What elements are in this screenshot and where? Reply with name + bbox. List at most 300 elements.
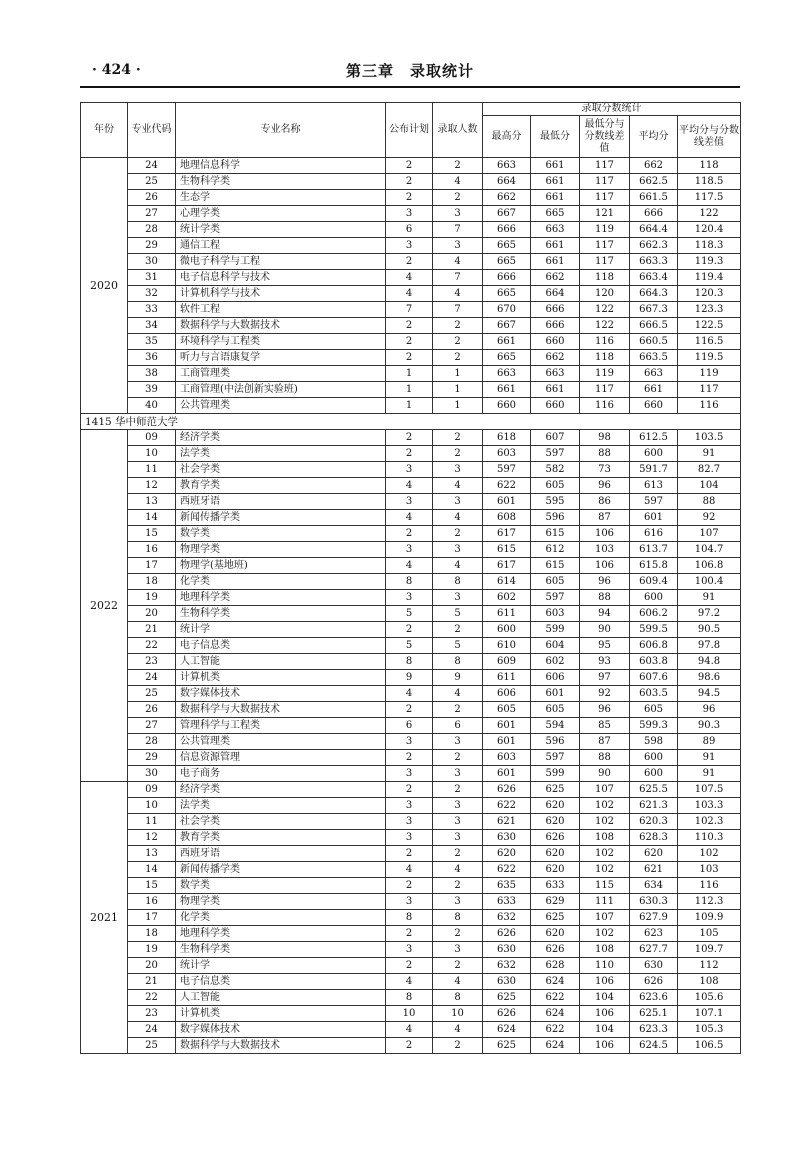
avg-diff-cell: 119.3	[678, 254, 741, 270]
max-cell: 611	[483, 670, 531, 686]
major-cell: 数据科学与大数据技术	[176, 702, 386, 718]
min-cell: 624	[531, 1006, 580, 1022]
avg-diff-cell: 91	[678, 590, 741, 606]
min-diff-cell: 87	[580, 510, 630, 526]
admitted-cell: 2	[433, 878, 483, 894]
plan-cell: 4	[386, 862, 433, 878]
code-cell: 09	[128, 782, 176, 798]
col-header-min-diff: 最低分与分数线差值	[580, 116, 630, 158]
avg-cell: 597	[630, 494, 678, 510]
avg-cell: 598	[630, 734, 678, 750]
avg-cell: 662	[630, 158, 678, 174]
admission-score-table	[80, 102, 741, 1054]
major-cell: 物理学类	[176, 542, 386, 558]
plan-cell: 8	[386, 990, 433, 1006]
avg-diff-cell: 119.4	[678, 270, 741, 286]
admitted-cell: 3	[433, 798, 483, 814]
avg-diff-cell: 91	[678, 766, 741, 782]
min-cell: 661	[531, 254, 580, 270]
max-cell: 611	[483, 606, 531, 622]
admitted-cell: 7	[433, 270, 483, 286]
max-cell: 670	[483, 302, 531, 318]
admitted-cell: 4	[433, 510, 483, 526]
table-row	[81, 766, 741, 782]
max-cell: 602	[483, 590, 531, 606]
admitted-cell: 5	[433, 638, 483, 654]
max-cell: 601	[483, 766, 531, 782]
plan-cell: 3	[386, 942, 433, 958]
avg-cell: 599.5	[630, 622, 678, 638]
plan-cell: 3	[386, 766, 433, 782]
major-cell: 新闻传播学类	[176, 862, 386, 878]
max-cell: 624	[483, 1022, 531, 1038]
admitted-cell: 1	[433, 382, 483, 398]
avg-cell: 615.8	[630, 558, 678, 574]
plan-cell: 9	[386, 670, 433, 686]
plan-cell: 3	[386, 798, 433, 814]
min-cell: 661	[531, 174, 580, 190]
avg-diff-cell: 120.3	[678, 286, 741, 302]
code-cell: 12	[128, 830, 176, 846]
min-cell: 602	[531, 654, 580, 670]
max-cell: 635	[483, 878, 531, 894]
major-cell: 化学类	[176, 910, 386, 926]
table-row	[81, 782, 741, 798]
avg-diff-cell: 92	[678, 510, 741, 526]
table-row	[81, 910, 741, 926]
min-cell: 607	[531, 430, 580, 446]
col-header-major: 专业名称	[176, 103, 386, 158]
avg-cell: 661.5	[630, 190, 678, 206]
min-diff-cell: 102	[580, 846, 630, 862]
admitted-cell: 2	[433, 926, 483, 942]
major-cell: 新闻传播学类	[176, 510, 386, 526]
min-cell: 620	[531, 814, 580, 830]
major-cell: 电子信息类	[176, 638, 386, 654]
avg-diff-cell: 103.5	[678, 430, 741, 446]
admitted-cell: 2	[433, 334, 483, 350]
min-cell: 665	[531, 206, 580, 222]
table-row	[81, 302, 741, 318]
avg-diff-cell: 97.2	[678, 606, 741, 622]
code-cell: 19	[128, 942, 176, 958]
avg-cell: 616	[630, 526, 678, 542]
table-row	[81, 590, 741, 606]
min-diff-cell: 86	[580, 494, 630, 510]
code-cell: 17	[128, 558, 176, 574]
min-cell: 599	[531, 766, 580, 782]
min-cell: 622	[531, 990, 580, 1006]
admitted-cell: 3	[433, 734, 483, 750]
min-diff-cell: 103	[580, 542, 630, 558]
avg-diff-cell: 108	[678, 974, 741, 990]
major-cell: 物理学类	[176, 894, 386, 910]
major-cell: 电子信息科学与技术	[176, 270, 386, 286]
avg-diff-cell: 103	[678, 862, 741, 878]
avg-cell: 600	[630, 446, 678, 462]
min-diff-cell: 117	[580, 382, 630, 398]
table-row	[81, 718, 741, 734]
max-cell: 630	[483, 942, 531, 958]
min-diff-cell: 106	[580, 1006, 630, 1022]
admitted-cell: 2	[433, 190, 483, 206]
avg-cell: 626	[630, 974, 678, 990]
plan-cell: 3	[386, 542, 433, 558]
col-header-admitted: 录取人数	[433, 103, 483, 158]
chapter-title: 第三章 录取统计	[345, 62, 474, 80]
plan-cell: 3	[386, 830, 433, 846]
min-cell: 629	[531, 894, 580, 910]
min-cell: 605	[531, 478, 580, 494]
avg-diff-cell: 89	[678, 734, 741, 750]
plan-cell: 2	[386, 702, 433, 718]
min-cell: 660	[531, 334, 580, 350]
avg-cell: 620.3	[630, 814, 678, 830]
min-diff-cell: 106	[580, 1038, 630, 1054]
min-diff-cell: 88	[580, 750, 630, 766]
min-cell: 626	[531, 942, 580, 958]
avg-cell: 623.6	[630, 990, 678, 1006]
avg-diff-cell: 96	[678, 702, 741, 718]
major-cell: 计算机科学与技术	[176, 286, 386, 302]
plan-cell: 1	[386, 398, 433, 414]
table-row	[81, 446, 741, 462]
table-row	[81, 942, 741, 958]
avg-cell: 662.3	[630, 238, 678, 254]
avg-cell: 625.1	[630, 1006, 678, 1022]
max-cell: 665	[483, 254, 531, 270]
plan-cell: 1	[386, 366, 433, 382]
min-cell: 601	[531, 686, 580, 702]
table-row	[81, 686, 741, 702]
max-cell: 633	[483, 894, 531, 910]
min-diff-cell: 95	[580, 638, 630, 654]
min-diff-cell: 118	[580, 350, 630, 366]
admitted-cell: 8	[433, 990, 483, 1006]
col-header-year: 年份	[81, 103, 128, 158]
plan-cell: 10	[386, 1006, 433, 1022]
admitted-cell: 10	[433, 1006, 483, 1022]
min-diff-cell: 116	[580, 398, 630, 414]
admitted-cell: 4	[433, 974, 483, 990]
major-cell: 西班牙语	[176, 494, 386, 510]
plan-cell: 4	[386, 558, 433, 574]
table-row	[81, 238, 741, 254]
min-diff-cell: 102	[580, 798, 630, 814]
admitted-cell: 5	[433, 606, 483, 622]
min-diff-cell: 96	[580, 574, 630, 590]
avg-cell: 605	[630, 702, 678, 718]
min-diff-cell: 119	[580, 222, 630, 238]
code-cell: 27	[128, 206, 176, 222]
min-diff-cell: 117	[580, 190, 630, 206]
max-cell: 661	[483, 382, 531, 398]
min-diff-cell: 122	[580, 302, 630, 318]
avg-cell: 634	[630, 878, 678, 894]
min-diff-cell: 98	[580, 430, 630, 446]
min-cell: 662	[531, 350, 580, 366]
col-header-max: 最高分	[483, 116, 531, 158]
year-cell: 2021	[81, 782, 128, 1054]
min-diff-cell: 96	[580, 702, 630, 718]
admitted-cell: 3	[433, 542, 483, 558]
col-header-score-group: 录取分数统计	[483, 103, 741, 116]
avg-cell: 661	[630, 382, 678, 398]
avg-diff-cell: 105.6	[678, 990, 741, 1006]
min-cell: 605	[531, 574, 580, 590]
major-cell: 教育学类	[176, 830, 386, 846]
code-cell: 40	[128, 398, 176, 414]
table-row	[81, 222, 741, 238]
min-cell: 661	[531, 190, 580, 206]
major-cell: 社会学类	[176, 814, 386, 830]
col-header-plan: 公布计划	[386, 103, 433, 158]
admitted-cell: 3	[433, 590, 483, 606]
max-cell: 667	[483, 206, 531, 222]
min-diff-cell: 121	[580, 206, 630, 222]
admitted-cell: 2	[433, 846, 483, 862]
table-row	[81, 606, 741, 622]
table-row	[81, 430, 741, 446]
admitted-cell: 4	[433, 558, 483, 574]
table-row	[81, 350, 741, 366]
min-cell: 615	[531, 558, 580, 574]
min-cell: 622	[531, 1022, 580, 1038]
page-header	[80, 58, 740, 84]
min-cell: 599	[531, 622, 580, 638]
table-row	[81, 1022, 741, 1038]
major-cell: 法学类	[176, 798, 386, 814]
table-row	[81, 670, 741, 686]
table-row	[81, 638, 741, 654]
admitted-cell: 2	[433, 350, 483, 366]
plan-cell: 2	[386, 878, 433, 894]
avg-cell: 620	[630, 846, 678, 862]
table-row	[81, 398, 741, 414]
code-cell: 32	[128, 286, 176, 302]
avg-diff-cell: 88	[678, 494, 741, 510]
avg-cell: 662.5	[630, 174, 678, 190]
admitted-cell: 2	[433, 318, 483, 334]
table-row	[81, 734, 741, 750]
max-cell: 620	[483, 846, 531, 862]
min-cell: 666	[531, 302, 580, 318]
major-cell: 电子信息类	[176, 974, 386, 990]
max-cell: 597	[483, 462, 531, 478]
plan-cell: 2	[386, 446, 433, 462]
avg-diff-cell: 118.5	[678, 174, 741, 190]
avg-diff-cell: 112	[678, 958, 741, 974]
major-cell: 统计学	[176, 622, 386, 638]
table-row	[81, 366, 741, 382]
min-cell: 620	[531, 926, 580, 942]
header-rule	[80, 86, 740, 88]
min-cell: 663	[531, 222, 580, 238]
min-diff-cell: 106	[580, 526, 630, 542]
code-cell: 38	[128, 366, 176, 382]
code-cell: 29	[128, 238, 176, 254]
max-cell: 609	[483, 654, 531, 670]
avg-cell: 613.7	[630, 542, 678, 558]
code-cell: 10	[128, 798, 176, 814]
avg-cell: 666	[630, 206, 678, 222]
max-cell: 626	[483, 782, 531, 798]
admitted-cell: 3	[433, 942, 483, 958]
avg-cell: 664.4	[630, 222, 678, 238]
avg-diff-cell: 109.7	[678, 942, 741, 958]
min-cell: 625	[531, 782, 580, 798]
max-cell: 610	[483, 638, 531, 654]
major-cell: 生物科学类	[176, 606, 386, 622]
avg-diff-cell: 90.5	[678, 622, 741, 638]
plan-cell: 2	[386, 782, 433, 798]
major-cell: 心理学类	[176, 206, 386, 222]
table-row	[81, 478, 741, 494]
table-row	[81, 318, 741, 334]
admitted-cell: 7	[433, 302, 483, 318]
year-cell: 2022	[81, 430, 128, 782]
major-cell: 法学类	[176, 446, 386, 462]
admitted-cell: 2	[433, 158, 483, 174]
code-cell: 16	[128, 542, 176, 558]
code-cell: 25	[128, 686, 176, 702]
min-diff-cell: 97	[580, 670, 630, 686]
min-diff-cell: 120	[580, 286, 630, 302]
university-name: 1415 华中师范大学	[81, 414, 741, 430]
major-cell: 统计学类	[176, 222, 386, 238]
avg-diff-cell: 104.7	[678, 542, 741, 558]
admitted-cell: 9	[433, 670, 483, 686]
avg-cell: 601	[630, 510, 678, 526]
avg-diff-cell: 116	[678, 878, 741, 894]
code-cell: 13	[128, 494, 176, 510]
admitted-cell: 4	[433, 862, 483, 878]
avg-cell: 663.5	[630, 350, 678, 366]
code-cell: 13	[128, 846, 176, 862]
avg-diff-cell: 116	[678, 398, 741, 414]
table-row	[81, 190, 741, 206]
major-cell: 数据科学与大数据技术	[176, 318, 386, 334]
plan-cell: 7	[386, 302, 433, 318]
min-cell: 597	[531, 750, 580, 766]
avg-cell: 630	[630, 958, 678, 974]
admitted-cell: 7	[433, 222, 483, 238]
code-cell: 22	[128, 638, 176, 654]
min-diff-cell: 119	[580, 366, 630, 382]
table-row	[81, 958, 741, 974]
table-row	[81, 862, 741, 878]
min-diff-cell: 110	[580, 958, 630, 974]
max-cell: 626	[483, 1006, 531, 1022]
min-cell: 605	[531, 702, 580, 718]
col-header-code: 专业代码	[128, 103, 176, 158]
table-row	[81, 750, 741, 766]
admitted-cell: 2	[433, 622, 483, 638]
plan-cell: 8	[386, 654, 433, 670]
min-cell: 615	[531, 526, 580, 542]
major-cell: 化学类	[176, 574, 386, 590]
max-cell: 603	[483, 446, 531, 462]
max-cell: 663	[483, 158, 531, 174]
plan-cell: 3	[386, 734, 433, 750]
min-diff-cell: 122	[580, 318, 630, 334]
avg-diff-cell: 106.8	[678, 558, 741, 574]
admitted-cell: 6	[433, 718, 483, 734]
code-cell: 26	[128, 190, 176, 206]
min-cell: 620	[531, 798, 580, 814]
max-cell: 600	[483, 622, 531, 638]
table-row	[81, 974, 741, 990]
min-cell: 624	[531, 974, 580, 990]
plan-cell: 5	[386, 606, 433, 622]
avg-cell: 667.3	[630, 302, 678, 318]
max-cell: 665	[483, 350, 531, 366]
min-diff-cell: 73	[580, 462, 630, 478]
avg-cell: 603.8	[630, 654, 678, 670]
major-cell: 地理信息科学	[176, 158, 386, 174]
avg-cell: 606.8	[630, 638, 678, 654]
admitted-cell: 2	[433, 430, 483, 446]
plan-cell: 2	[386, 190, 433, 206]
major-cell: 人工智能	[176, 654, 386, 670]
min-diff-cell: 96	[580, 478, 630, 494]
admitted-cell: 3	[433, 462, 483, 478]
min-cell: 664	[531, 286, 580, 302]
min-cell: 628	[531, 958, 580, 974]
avg-diff-cell: 90.3	[678, 718, 741, 734]
code-cell: 24	[128, 1022, 176, 1038]
code-cell: 10	[128, 446, 176, 462]
col-header-avg: 平均分	[630, 116, 678, 158]
plan-cell: 3	[386, 238, 433, 254]
table-row	[81, 1038, 741, 1054]
plan-cell: 3	[386, 462, 433, 478]
table-row	[81, 286, 741, 302]
avg-cell: 660.5	[630, 334, 678, 350]
avg-diff-cell: 122	[678, 206, 741, 222]
avg-cell: 663	[630, 366, 678, 382]
avg-cell: 663.4	[630, 270, 678, 286]
min-diff-cell: 87	[580, 734, 630, 750]
major-cell: 数字媒体技术	[176, 686, 386, 702]
min-cell: 666	[531, 318, 580, 334]
plan-cell: 2	[386, 750, 433, 766]
avg-diff-cell: 120.4	[678, 222, 741, 238]
avg-diff-cell: 103.3	[678, 798, 741, 814]
max-cell: 632	[483, 910, 531, 926]
max-cell: 615	[483, 542, 531, 558]
avg-cell: 630.3	[630, 894, 678, 910]
table-row	[81, 542, 741, 558]
admitted-cell: 8	[433, 654, 483, 670]
avg-diff-cell: 97.8	[678, 638, 741, 654]
plan-cell: 2	[386, 174, 433, 190]
admitted-cell: 2	[433, 1038, 483, 1054]
admitted-cell: 3	[433, 830, 483, 846]
avg-diff-cell: 117.5	[678, 190, 741, 206]
plan-cell: 2	[386, 350, 433, 366]
avg-diff-cell: 94.5	[678, 686, 741, 702]
min-diff-cell: 116	[580, 334, 630, 350]
max-cell: 625	[483, 990, 531, 1006]
min-diff-cell: 104	[580, 1022, 630, 1038]
plan-cell: 2	[386, 254, 433, 270]
min-diff-cell: 94	[580, 606, 630, 622]
min-diff-cell: 102	[580, 862, 630, 878]
min-diff-cell: 107	[580, 782, 630, 798]
min-diff-cell: 117	[580, 254, 630, 270]
table-row	[81, 990, 741, 1006]
